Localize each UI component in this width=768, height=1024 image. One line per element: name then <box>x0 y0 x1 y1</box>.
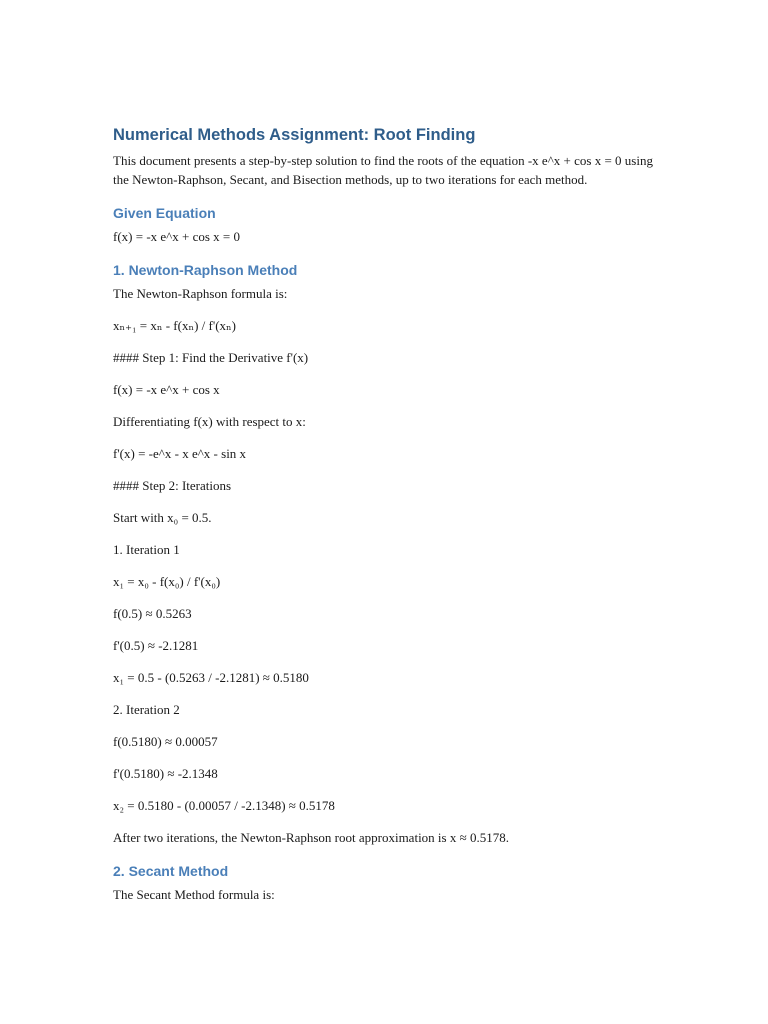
secant-heading: 2. Secant Method <box>113 863 229 879</box>
iteration2-label: 2. Iteration 2 <box>113 702 180 717</box>
newton-raphson-heading: 1. Newton-Raphson Method <box>113 262 298 278</box>
fx-definition: f(x) = -x e^x + cos x <box>113 382 220 397</box>
document-title: Numerical Methods Assignment: Root Finding <box>113 126 476 144</box>
fp05-value: f'(0.5) ≈ -2.1281 <box>113 638 199 653</box>
start-value: Start with x₀ = 0.5. <box>113 510 212 525</box>
iteration1-label: 1. Iteration 1 <box>113 542 180 557</box>
derivative-formula: f'(x) = -e^x - x e^x - sin x <box>113 446 247 461</box>
document-page <box>113 124 658 904</box>
given-equation-heading: Given Equation <box>113 205 216 221</box>
given-equation: f(x) = -x e^x + cos x = 0 <box>113 229 241 244</box>
fp0518-value: f'(0.5180) ≈ -2.1348 <box>113 766 218 781</box>
nr-formula: xₙ₊₁ = xₙ - f(xₙ) / f'(xₙ) <box>113 318 236 333</box>
f05-value: f(0.5) ≈ 0.5263 <box>113 606 192 621</box>
x1-value: x₁ = 0.5 - (0.5263 / -2.1281) ≈ 0.5180 <box>113 670 309 685</box>
nr-conclusion: After two iterations, the Newton-Raphson root approximation is x ≈ 0.5178. <box>113 830 509 845</box>
x1-formula: x₁ = x₀ - f(x₀) / f'(x₀) <box>113 574 221 589</box>
x2-value: x₂ = 0.5180 - (0.00057 / -2.1348) ≈ 0.5178 <box>113 798 335 813</box>
step1-heading: #### Step 1: Find the Derivative f'(x) <box>113 350 309 365</box>
f0518-value: f(0.5180) ≈ 0.00057 <box>113 734 218 749</box>
differentiating-text: Differentiating f(x) with respect to x: <box>113 414 306 429</box>
nr-formula-intro: The Newton-Raphson formula is: <box>113 286 288 301</box>
step2-heading: #### Step 2: Iterations <box>113 478 232 493</box>
secant-formula-intro: The Secant Method formula is: <box>113 887 275 902</box>
intro-paragraph: This document presents a step-by-step solution to find the roots of the equation -x e^x + cos x = 0 using the Newton-Raphson, Secant, and Bisection methods, up to two iterations for each method. <box>113 153 653 187</box>
